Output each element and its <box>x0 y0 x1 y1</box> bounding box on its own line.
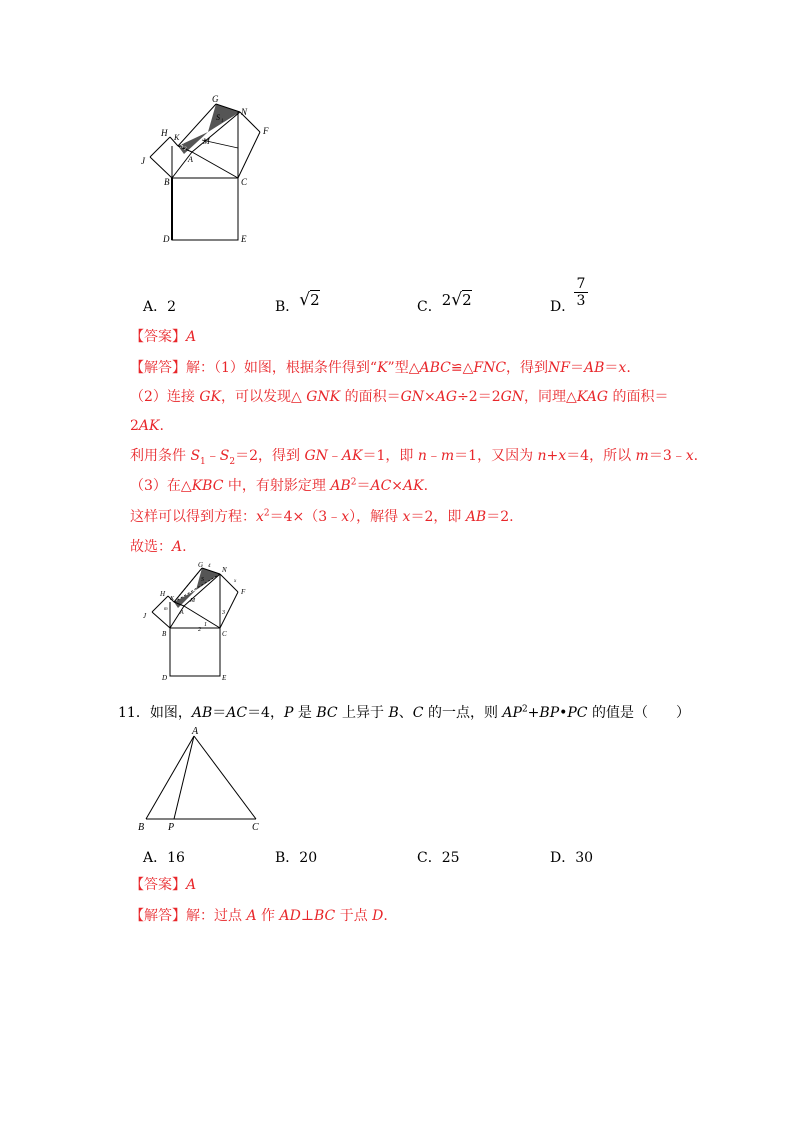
side-hj <box>150 137 170 157</box>
t: 解：过点 <box>186 908 247 924</box>
q10-solution-line-7 <box>130 537 187 557</box>
t: KBC <box>191 478 224 494</box>
option-a-label: A． <box>143 299 168 315</box>
t: ﹣ <box>426 448 441 464</box>
fraction-numerator: 7 <box>574 276 588 293</box>
q11-stem <box>118 703 690 723</box>
option-c-value: 25 <box>441 850 460 866</box>
option-b-label: B． <box>275 850 300 866</box>
answer-value: A <box>186 329 197 345</box>
option-c-label: C． <box>417 299 442 315</box>
option-b <box>275 290 320 315</box>
t: ＝2，得到 <box>235 448 305 464</box>
t: x <box>618 360 627 376</box>
option-d-fraction <box>574 276 588 309</box>
t: ⊥ <box>300 908 314 924</box>
label-e: E <box>222 674 227 682</box>
t: 2 <box>350 477 357 488</box>
t: 这样可以得到方程： <box>130 509 256 525</box>
q10-answer-line <box>130 327 196 347</box>
label-c: C <box>252 822 259 833</box>
option-b-value: 2 <box>310 291 320 309</box>
t: （3）在△ <box>130 478 192 494</box>
t: ，得到 <box>506 360 549 376</box>
t: KAG <box>576 389 609 405</box>
t: + <box>527 705 540 721</box>
t: m <box>440 448 455 464</box>
option-c-value: 2 <box>462 291 472 309</box>
answer-tag: 【答案】 <box>130 877 186 893</box>
t: 如图， <box>149 705 192 721</box>
label-s2: S <box>180 142 184 150</box>
label-a: A <box>192 726 199 737</box>
t: GN <box>500 389 525 405</box>
t: AG <box>435 389 458 405</box>
side-jb <box>150 157 172 178</box>
t: 的面积＝ <box>608 389 669 405</box>
t: AK <box>341 448 363 464</box>
t: AP <box>502 705 522 721</box>
option-a-value: 16 <box>167 850 185 866</box>
t: AK <box>403 478 424 494</box>
label-s1: S <box>201 577 204 583</box>
t: GK <box>199 389 222 405</box>
t: 上异于 <box>337 705 389 721</box>
option-d-value: 30 <box>575 850 594 866</box>
t: AC <box>370 478 392 494</box>
side-ac <box>194 736 256 819</box>
sqrt-icon: √ <box>451 290 463 310</box>
label-k: K <box>170 596 175 602</box>
t: . <box>159 418 164 434</box>
t: ＝3﹣ <box>648 448 686 464</box>
sqrt-icon: √ <box>299 290 311 310</box>
option-b-label: B． <box>275 299 300 315</box>
t: BC <box>314 908 336 924</box>
t: ＝1，即 <box>362 448 418 464</box>
t: S <box>219 448 230 464</box>
t: ＝1，又因为 <box>454 448 538 464</box>
q11-option-b <box>275 847 317 867</box>
label-m: M <box>190 598 195 604</box>
q11-option-d <box>550 847 593 867</box>
q11-answer-line <box>130 875 196 895</box>
label-m: M <box>203 137 210 146</box>
answer-tag: 【答案】 <box>130 329 186 345</box>
t: 、 <box>398 705 413 721</box>
label-1: 1 <box>204 622 207 628</box>
t: ＝4，所以 <box>566 448 636 464</box>
q10-solution-line-6 <box>130 507 514 527</box>
label-n: N <box>241 107 248 117</box>
option-d-label: D． <box>550 299 576 315</box>
t: . <box>693 448 699 464</box>
q10-solution-line-2 <box>130 387 668 407</box>
label-c: C <box>222 630 227 638</box>
t: ＝2，即 <box>410 509 466 525</box>
t: ≌△ <box>450 360 474 376</box>
label-f: F <box>241 588 246 596</box>
t: ＝ <box>356 478 371 494</box>
q11-solution-line <box>130 906 388 926</box>
label-g: G <box>212 94 219 104</box>
label-k: K <box>174 133 180 142</box>
t: A <box>172 539 183 555</box>
t: ＝2. <box>486 509 514 525</box>
option-a <box>143 296 176 316</box>
label-a: A <box>180 610 184 616</box>
t: ÷2＝2 <box>457 389 501 405</box>
t: 解：（1）如图，根据条件得到“ <box>186 360 378 376</box>
option-c-label: C． <box>417 850 442 866</box>
label-g: G <box>198 562 204 569</box>
t: （2）连接 <box>130 389 200 405</box>
t: PC <box>567 705 588 721</box>
t: ＝4×（3﹣ <box>269 509 342 525</box>
solution-tag: 【解答】 <box>130 908 186 924</box>
segment-ap <box>174 736 194 819</box>
t: C <box>412 705 424 721</box>
square-bced <box>170 628 220 676</box>
t: 的值是（ ） <box>587 705 690 721</box>
label-j: J <box>141 156 145 166</box>
option-a-value: 2 <box>167 299 177 315</box>
t: x <box>558 448 567 464</box>
label-d: D <box>162 674 168 682</box>
q10-figure <box>130 92 280 252</box>
t: ”型△ <box>387 360 420 376</box>
option-c <box>417 290 472 315</box>
q10-solution-line-1 <box>130 358 631 378</box>
t: x <box>402 509 411 525</box>
q10-solution-line-4 <box>130 446 698 466</box>
t: ABC <box>419 360 451 376</box>
question-number: 11． <box>118 705 150 721</box>
side-ab <box>146 736 194 819</box>
label-h: H <box>160 590 166 598</box>
t: 是 <box>293 705 317 721</box>
t: ＝ <box>570 360 585 376</box>
t: K <box>377 360 388 376</box>
t: D <box>372 908 384 924</box>
label-d: D <box>163 234 170 244</box>
side-ac <box>192 152 238 178</box>
q10-solution-figure <box>138 562 263 687</box>
option-d-label: D． <box>550 850 576 866</box>
label-c: C <box>241 177 248 187</box>
t: FNC <box>473 360 507 376</box>
t: AB <box>584 360 605 376</box>
q11-option-a <box>143 847 185 867</box>
label-x: x <box>234 579 237 584</box>
label-a: A <box>188 155 193 164</box>
t: AD <box>279 908 301 924</box>
q10-solution-line-5 <box>130 476 428 496</box>
t: P <box>283 705 294 721</box>
t: x <box>341 509 350 525</box>
t: AB <box>330 478 351 494</box>
answer-value: A <box>186 877 197 893</box>
t: 2 <box>521 704 528 715</box>
side-ac <box>184 606 220 628</box>
label-j: J <box>143 612 147 620</box>
label-s2-sub: 2 <box>184 147 187 152</box>
t: 中，有射影定理 <box>223 478 331 494</box>
t: AC <box>226 705 248 721</box>
t: ＝4， <box>247 705 284 721</box>
fraction-denominator: 3 <box>576 293 586 309</box>
t: • <box>559 705 568 721</box>
t: ＝ <box>604 360 619 376</box>
label-b: B <box>164 177 170 187</box>
t: × <box>391 478 404 494</box>
option-b-value: 20 <box>299 850 318 866</box>
t: BP <box>539 705 560 721</box>
t: B <box>388 705 399 721</box>
t: n <box>537 448 547 464</box>
t: A <box>246 908 257 924</box>
t: . <box>423 478 429 494</box>
t: AK <box>138 418 160 434</box>
t: 故选： <box>130 539 172 555</box>
t: 作 <box>256 908 280 924</box>
label-p: P <box>168 822 175 833</box>
t: 的面积＝ <box>340 389 401 405</box>
t: . <box>182 539 187 555</box>
t: 利用条件 <box>130 448 191 464</box>
t: ），解得 <box>349 509 403 525</box>
label-b: B <box>138 822 145 833</box>
t: ﹣ <box>327 448 342 464</box>
t: x <box>685 448 694 464</box>
t: . <box>626 360 631 376</box>
t: 2 <box>263 508 270 519</box>
t: n <box>417 448 427 464</box>
t: S <box>190 448 201 464</box>
t: GNK <box>306 389 341 405</box>
t: ，同理△ <box>524 389 577 405</box>
label-e: E <box>241 234 247 244</box>
t: × <box>424 389 436 405</box>
square-bced <box>172 178 238 240</box>
option-c-coef: 2 <box>441 291 452 309</box>
t: ＝ <box>212 705 227 721</box>
option-a-label: A． <box>143 850 168 866</box>
label-h: H <box>161 128 168 138</box>
label-s1: S <box>216 113 220 122</box>
side-jb <box>152 612 170 628</box>
t: 于点 <box>335 908 373 924</box>
t: 2 <box>130 418 139 434</box>
t: ，可以发现△ <box>221 389 307 405</box>
label-b: B <box>162 630 167 638</box>
label-m-small: m <box>164 607 168 612</box>
label-3: 3 <box>222 610 225 616</box>
t: AB <box>465 509 487 525</box>
label-s1-sub: 1 <box>221 119 224 124</box>
t: m <box>635 448 649 464</box>
t: NF <box>548 360 571 376</box>
t: 2 <box>229 456 236 467</box>
t: AB <box>191 705 213 721</box>
t: ﹣ <box>205 448 220 464</box>
t: x <box>256 509 264 525</box>
t: BC <box>316 705 338 721</box>
label-n: N <box>222 566 227 574</box>
t: 的一点，则 <box>423 705 503 721</box>
label-f: F <box>263 126 269 136</box>
side-cf <box>238 132 260 178</box>
label-n4: 4 <box>208 564 211 569</box>
t: . <box>383 908 388 924</box>
label-2: 2 <box>198 627 201 633</box>
q11-option-c <box>417 847 460 867</box>
q10-solution-line-3 <box>130 416 164 436</box>
t: 1 <box>200 456 206 467</box>
solution-tag: 【解答】 <box>130 360 186 376</box>
t: + <box>546 448 559 464</box>
t: GN <box>400 389 425 405</box>
t: GN <box>304 448 328 464</box>
q11-figure <box>132 724 267 836</box>
